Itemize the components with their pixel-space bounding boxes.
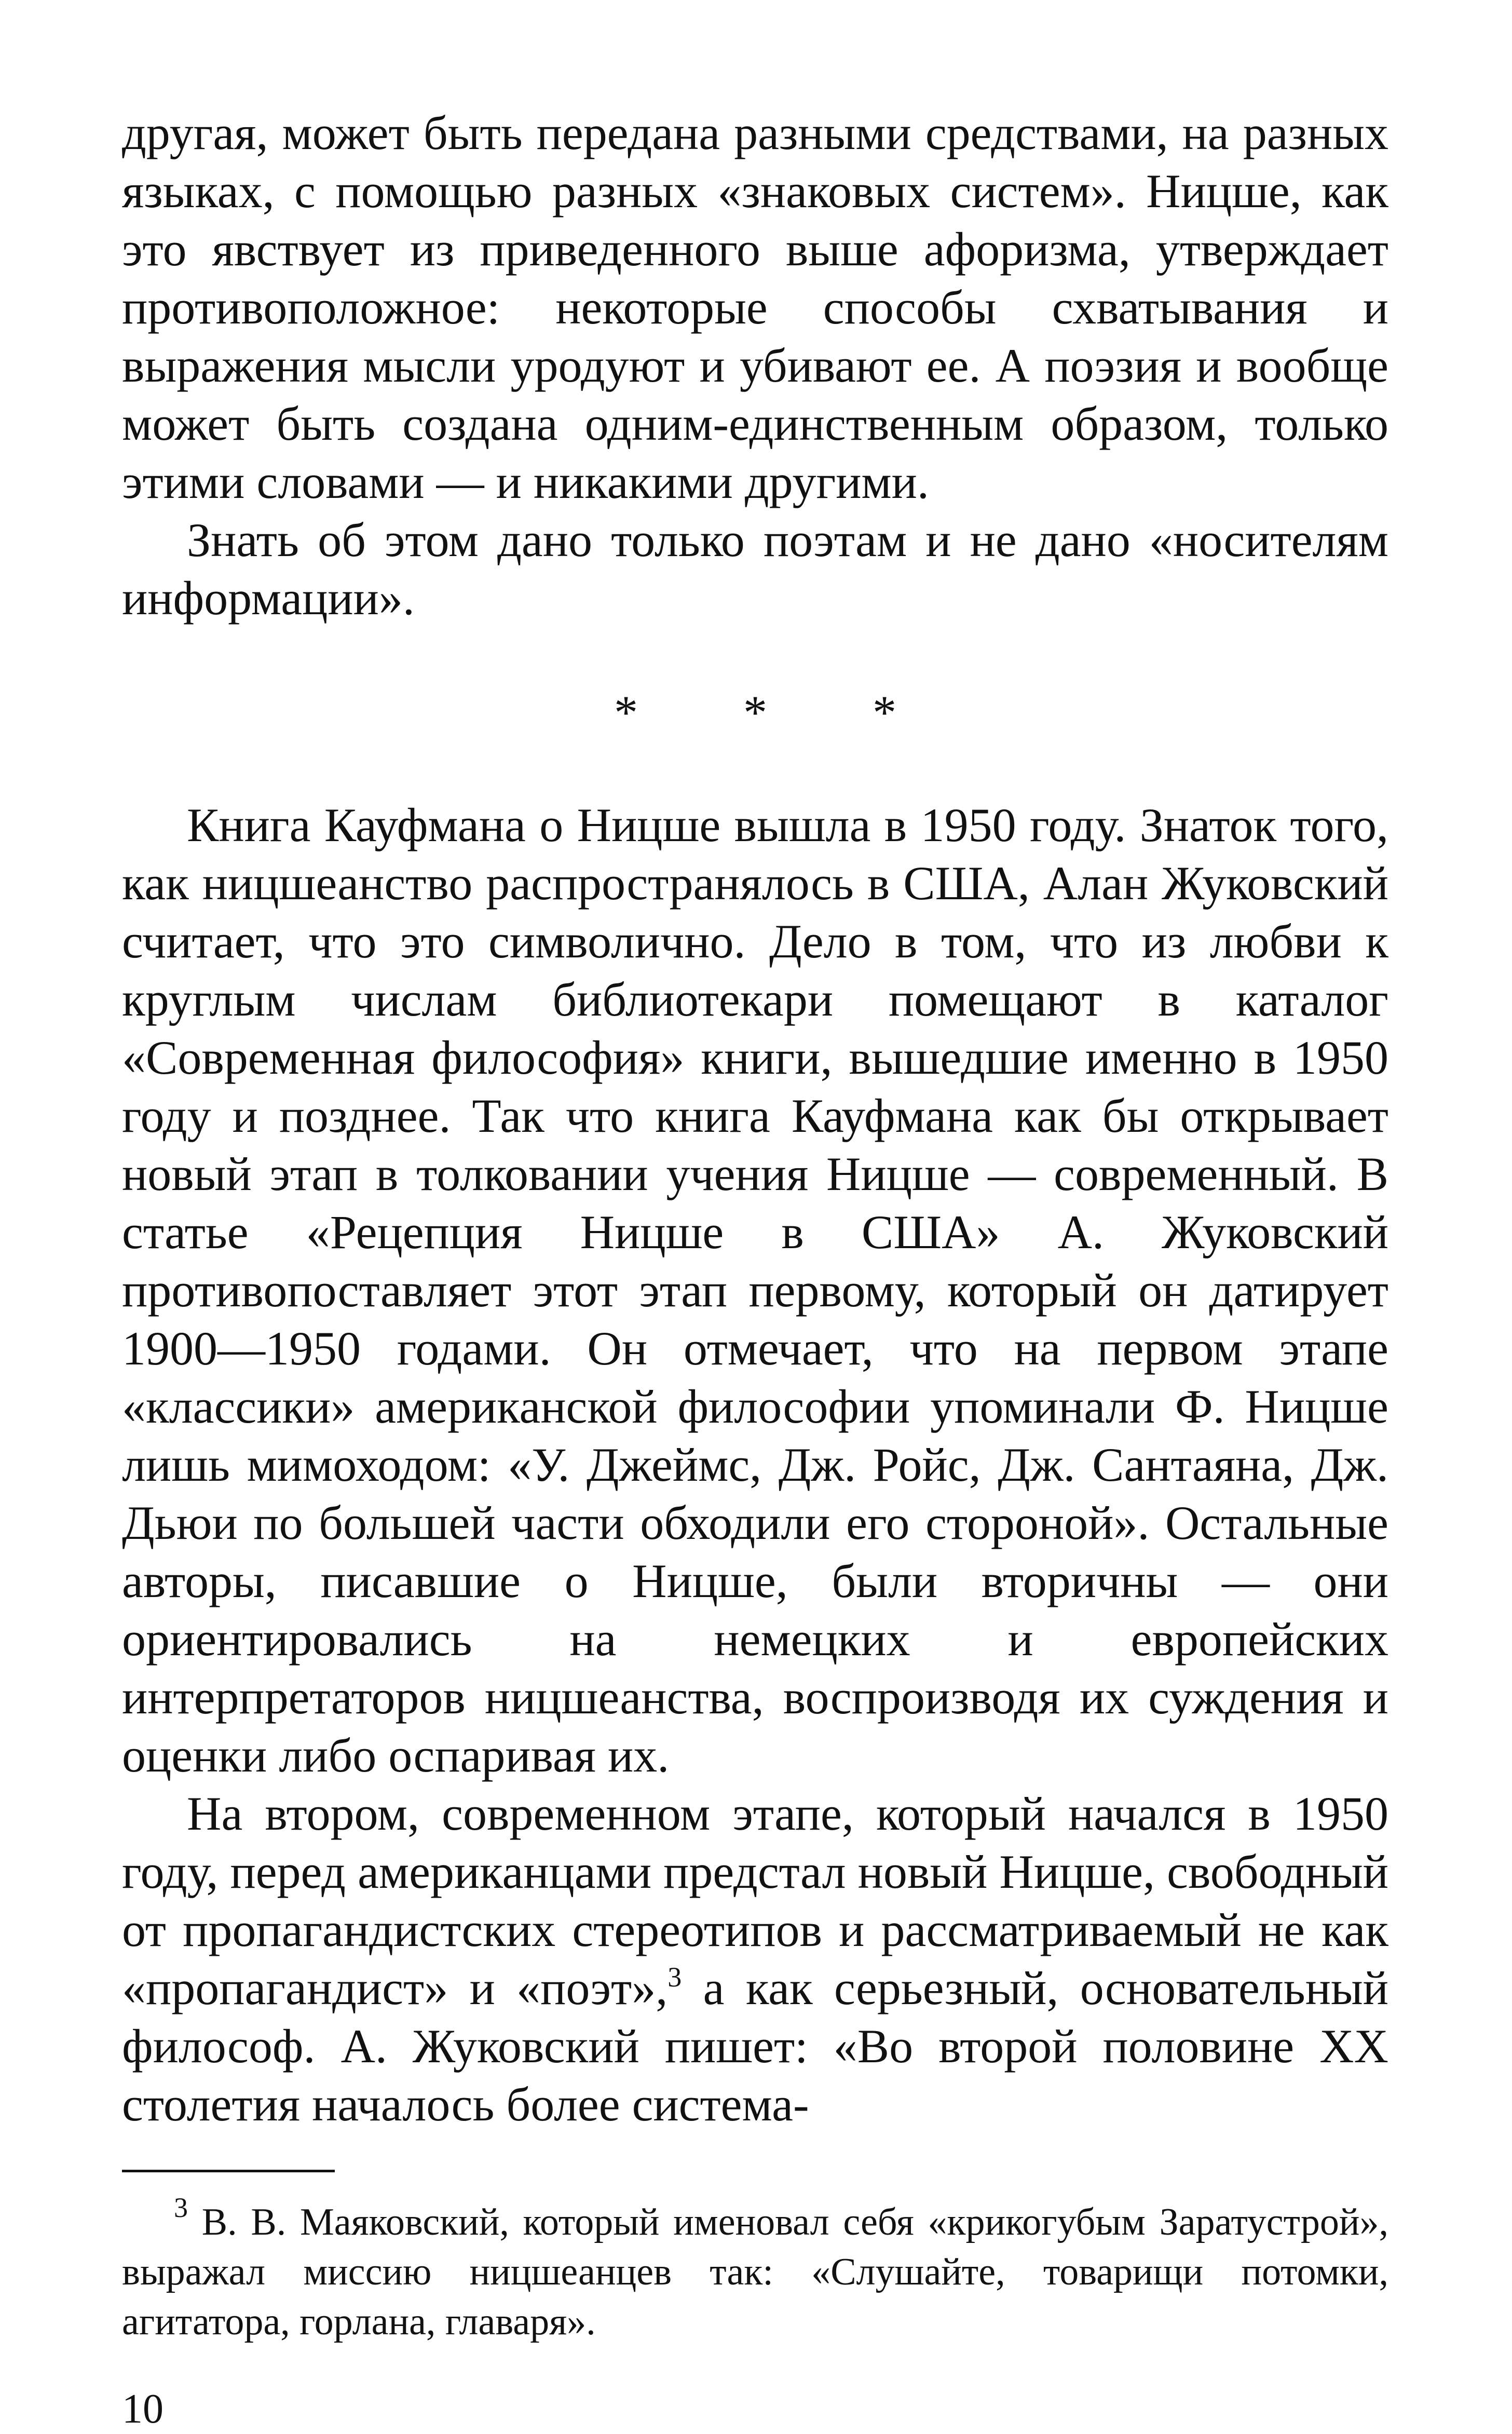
page-number: 10 xyxy=(122,2386,164,2432)
paragraph-poets: Знать об этом дано только поэтам и не дано «носителям информации». xyxy=(122,513,1388,625)
footnote-text: В. В. Маяковский, который именовал себя «крикогубым Заратустрой», выражал миссию ницшеанцев так: «Слушайте, товарищи потомки, агитатора, горлана, главаря». xyxy=(122,2201,1388,2343)
footnote-marker: 3 xyxy=(174,2192,188,2223)
footnote-divider xyxy=(122,2170,335,2172)
paragraph-second-stage-part1: На втором, современном этапе, который начался в 1950 году, перед американцами предстал новый Ницше, свободный от пропагандистских стереотипов и рассматриваемый не как «пропагандист» и «поэт», xyxy=(122,1787,1388,2014)
paragraph-second-stage xyxy=(122,1784,1388,2133)
book-page xyxy=(122,104,1388,2434)
footnote-reference: 3 xyxy=(668,1962,682,1993)
paragraph-second-stage-part2: а как серьезный, основательный философ. А. Жуковский пишет: «Во второй половине XX столетия началось более система- xyxy=(122,1962,1388,2131)
paragraph-kaufmann: Книга Кауфмана о Ницше вышла в 1950 году. Знаток того, как ницшеанство распространялось в США, Алан Жуковский считает, что это символично. Дело в том, что из любви к круглым числам библиотекари помещают в каталог «Современная философия» книги, вышедшие именно в 1950 году и позднее. Так что книга Кауфмана как бы открывает новый этап в толковании учения Ницше — современный. В статье «Рецепция Ницше в США» А. Жуковский противопоставляет этот этап первому, который он датирует 1900—1950 годами. Он отмечает, что на первом этапе «классики» американской философии упоминали Ф. Ницше лишь мимоходом: «У. Джеймс, Дж. Ройс, Дж. Сантаяна, Дж. Дьюи по большей части обходили его стороной». Остальные авторы, писавшие о Ницше, были вторичны — они ориентировались на немецких и европейских интерпретаторов ницшеанства, воспроизводя их суждения и оценки либо оспаривая их. xyxy=(122,799,1388,1782)
paragraph-continuation: другая, может быть передана разными средствами, на разных языках, с помощью разных «знаковых систем». Ницше, как это явствует из приведенного выше афоризма, утверждает противоположное: некоторые способы схватывания и выражения мысли уродуют и убивают ее. А поэзия и вообще может быть создана одним-единственным образом, только этими словами — и никакими другими. xyxy=(122,106,1388,508)
footnote xyxy=(122,2192,1388,2347)
section-separator: * * * xyxy=(614,686,943,739)
